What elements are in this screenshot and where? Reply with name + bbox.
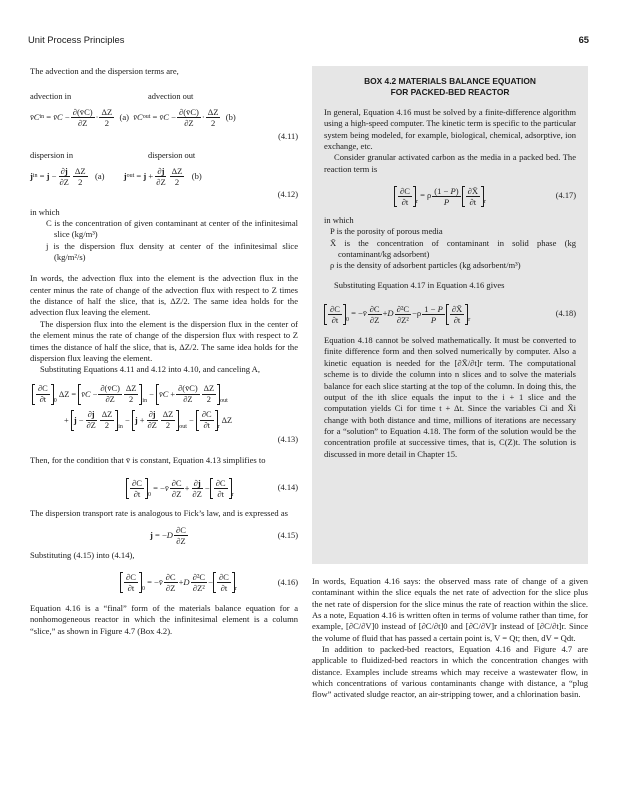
box-paragraph-4: Equation 4.18 cannot be solved mathematically. It must be converted to finite difference form and then solved numerically by computer. Also a kinetic equation is needed for the [∂X̄/∂t]r term. The computational scheme is to divide the column into n slices and to solve the materials balance for each slice starting at the top of the column. In doing this, the output of the ith slice equals the input to the i + 1 slice and the computation yields Ci for time t + Δt. Since the variables Ci and X̄i change with both distance and time, millions of iterations are necessary for a “solution” to Equation 4.18. The form of the solution would be the concentration profile at successive times, that is, C(Z)t. The solution is discussed in more detail in Chapter 15. bbox=[324, 335, 576, 459]
paragraph-substituting: Substituting Equations 4.11 and 4.12 into 4.10, and canceling A, bbox=[40, 364, 260, 375]
page-number: 65 bbox=[578, 34, 589, 45]
equation-4-13: ∂C ∂t $_0$ ΔZ = v̄C − ∂(v̄C) ∂Z ΔZ 2 $_{in}$ − v̄C + ∂(v̄C) ∂Z ΔZ 2 $_{out}$ + j − ∂j ∂Z ΔZ 2 $_{in}$ − j + ∂j ∂Z ΔZ 2 $_{out}$ − ∂C ∂t $_r$ ΔZ bbox=[30, 382, 298, 434]
intro-text: The advection and the dispersion terms are, bbox=[30, 66, 179, 76]
eq-4-12-number: (4.12) bbox=[277, 190, 298, 200]
eq-4-13-number: (4.13) bbox=[277, 434, 298, 444]
header-title: Unit Process Principles bbox=[28, 34, 125, 45]
equation-4-17: ∂C ∂t $_r$ = ρ (1 − P) P ∂X̄ ∂t $_r$ (4.17) bbox=[394, 181, 576, 211]
eq-4-15-number: (4.15) bbox=[277, 530, 298, 540]
dispersion-out-label: dispersion out bbox=[148, 151, 196, 161]
eq-4-17-number: (4.17) bbox=[555, 191, 576, 201]
equation-4-14: ∂C ∂t $_0$ = − v̄ ∂C ∂Z + ∂j ∂Z − ∂C ∂t $_r$ bbox=[126, 474, 298, 502]
box-definition-X: X̄ is the concentration of contaminant in solid phase (kg contaminant/kg adsorbent) bbox=[330, 237, 576, 260]
definition-C: C is the concentration of given contaminant at center of the infinitesimal slice (kg/m³) bbox=[46, 218, 298, 240]
eq-4-18-number: (4.18) bbox=[555, 309, 576, 319]
box-title-line1: BOX 4.2 MATERIALS BALANCE EQUATION bbox=[364, 76, 536, 86]
paragraph-dispersion: The dispersion flux into the element is the dispersion flux in the center of the element minus the rate of change of the dispersion flux with respect to Z times the distance of half the slice, that is, ΔZ/2. The same idea holds for the dispersion flux leaving the element. bbox=[30, 318, 298, 363]
running-header bbox=[28, 34, 589, 48]
paragraph-advection: In words, the advection flux into the element is the advection flux in the center minus the rate of change of the advection flux with respect to Z times the distance of half the slice, that is, ΔZ/2. The same idea holds for the advection flux leaving the element. bbox=[30, 273, 298, 318]
box-definition-P: P is the porosity of porous media bbox=[330, 226, 443, 237]
equation-4-16: ∂C ∂t $_0$ = − v̄ ∂C ∂Z + D ∂²C ∂Z² − ∂C ∂t $_r$ bbox=[120, 569, 298, 597]
box-4-2 bbox=[312, 66, 588, 564]
definition-j: j is the dispersion flux density at center of the infinitesimal slice (kg/m²/s) bbox=[46, 240, 298, 263]
in-which-label: in which bbox=[30, 206, 60, 217]
advection-in-label: advection in bbox=[30, 92, 72, 102]
right-paragraph-1: In words, Equation 4.16 says: the observed mass rate of change of a given contaminant within the slice equals the net rate of advection for the slice plus the net rate of dispersion for the slice minus the rate of reaction within the slice. As a note, Equation 4.16 is written often in terms of volume rather than time, for example, [∂C/∂V]0 instead of [∂C/∂t]0 and [∂C/∂V]r instead of [∂C/∂t]r. Since the volume of fluid that has passed a certain point is, V = Qt; then, dV = Qdt. bbox=[312, 576, 588, 643]
paragraph-final-form: Equation 4.16 is a “final” form of the materials balance equation for a nonhomogeneous reactor in which the infinitesimal element is a column “slice,” as shown in Figure 4.7 (Box 4.2). bbox=[30, 602, 298, 636]
equation-4-15: j = − D ∂C ∂Z bbox=[150, 525, 186, 547]
box-paragraph-3: Substituting Equation 4.17 in Equation 4.16 gives bbox=[334, 279, 505, 290]
paragraph-constant-v: Then, for the condition that v̄ is constant, Equation 4.13 simplifies to bbox=[30, 454, 266, 465]
box-title-line2: FOR PACKED-BED REACTOR bbox=[390, 87, 510, 97]
eq-4-11-number: (4.11) bbox=[278, 131, 298, 141]
right-paragraph-2: In addition to packed-bed reactors, Equation 4.16 and Figure 4.7 are applicable to fluidized-bed reactors in which the concentration changes with distance. Examples include streams which may receive a wastewater flow, in which concentrations of various contaminants change with distance, a “plug flow” activated sludge reactor, an air-stripping tower, and a chlorination basin. bbox=[312, 644, 588, 700]
paragraph-substituting-415: Substituting (4.15) into (4.14), bbox=[30, 549, 135, 560]
eq-4-16-number: (4.16) bbox=[277, 577, 298, 587]
box-in-which: in which bbox=[324, 215, 354, 226]
left-column bbox=[30, 66, 298, 637]
right-column-text bbox=[312, 576, 588, 701]
dispersion-in-label: dispersion in bbox=[30, 151, 74, 161]
box-paragraph-2: Consider granular activated carbon as the media in a packed bed. The reaction term is bbox=[324, 152, 576, 174]
equation-4-18: ∂C ∂t $_0$ = − v̄ ∂C ∂Z + D ∂²C ∂Z² −ρ 1 − P P ∂X̄ ∂t $_r$ (4.18) bbox=[324, 299, 576, 329]
eq-4-14-number: (4.14) bbox=[277, 483, 298, 493]
equation-4-11: v̄C in = v̄C − ∂(v̄C) ∂Z · ΔZ 2 (a) v̄C out = v̄C − ∂(v̄C) ∂Z · ΔZ 2 (b) bbox=[30, 107, 236, 129]
box-definition-rho: ρ is the density of adsorbent particles (kg adsorbent/m³) bbox=[330, 260, 521, 271]
advection-out-label: advection out bbox=[148, 92, 194, 102]
paragraph-ficks-law: The dispersion transport rate is analogous to Fick’s law, and is expressed as bbox=[30, 508, 288, 519]
equation-4-12: j in = j − ∂j ∂Z ΔZ 2 (a) j out = j + ∂j ∂Z ΔZ 2 (b) bbox=[30, 165, 202, 187]
box-paragraph-1: In general, Equation 4.16 must be solved by a finite-difference algorithm using a high-speed computer. The kinetic term is specific to the particular system being modeled, for example, biological, chemical, adsorptive, ion exchange, etc. bbox=[324, 107, 576, 152]
